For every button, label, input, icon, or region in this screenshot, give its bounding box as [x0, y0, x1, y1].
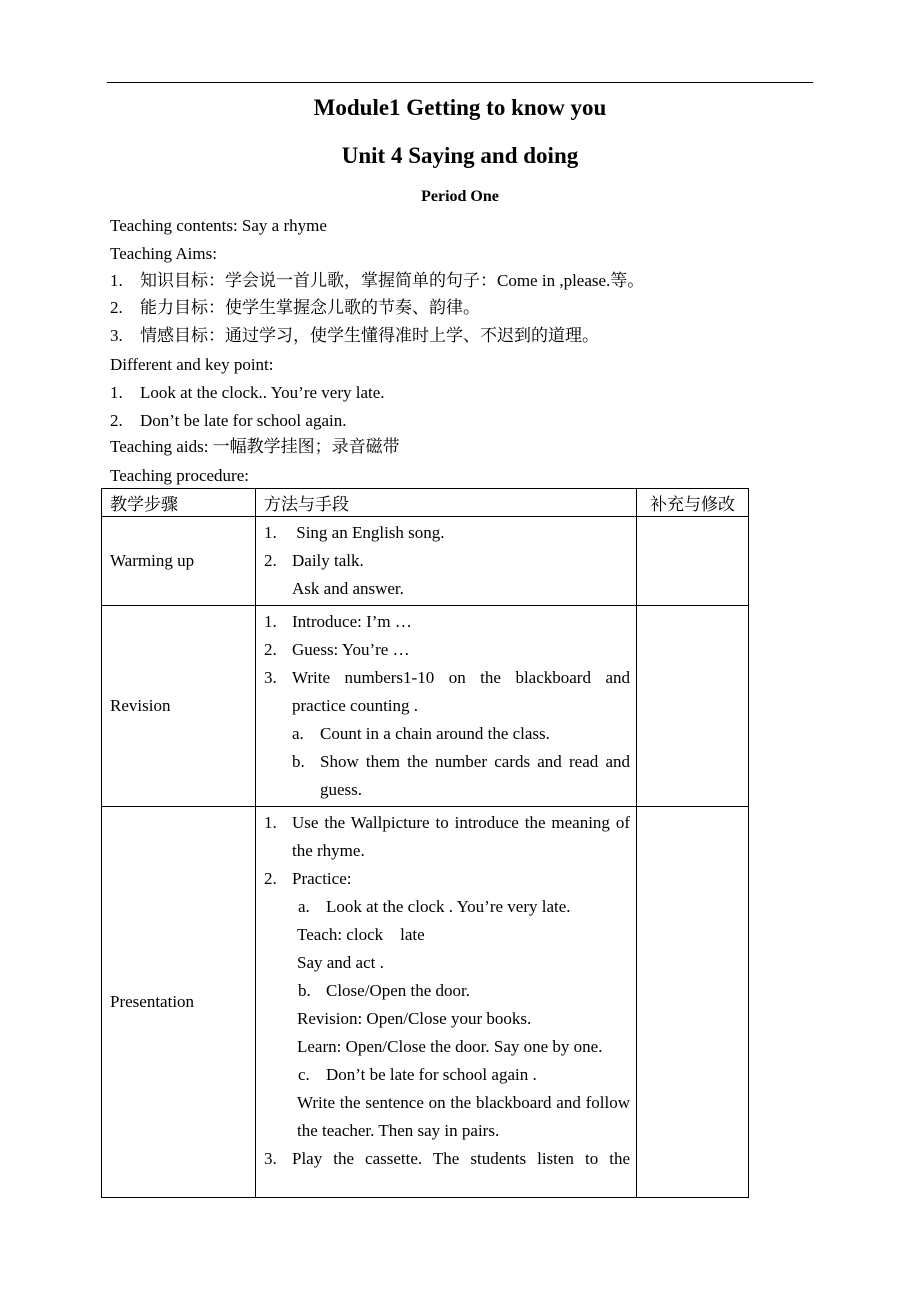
aims-label: Teaching Aims: — [110, 244, 217, 263]
sub-line: Say and act . — [297, 953, 384, 972]
table-row-presentation — [102, 807, 749, 1198]
unit-title: Unit 4 Saying and doing — [341, 143, 579, 168]
aim-item: 3. 情感目标：通过学习，使学生懂得准时上学、不迟到的道理。 — [110, 326, 599, 345]
teaching-contents: Teaching contents: Say a rhyme — [110, 216, 327, 235]
procedure-label: Teaching procedure: — [110, 466, 249, 485]
step-revision: Revision — [102, 606, 256, 807]
list-item: 2. Guess: You’re … — [264, 640, 410, 659]
notes-cell — [637, 517, 749, 606]
list-item: 3. Play the cassette. The students listen to the — [264, 1149, 630, 1168]
step-warming: Warming up — [102, 517, 256, 606]
list-item: 1. Introduce: I’m … — [264, 612, 412, 631]
step-presentation: Presentation — [102, 807, 256, 1198]
list-item: 2. Daily talk. — [264, 551, 364, 570]
sub-line: Teach: clock late — [297, 925, 425, 944]
list-item: 1. Sing an English song. — [264, 523, 445, 542]
list-item: 1. Use the Wallpicture to introduce the meaning of the rhyme. — [264, 813, 630, 860]
key-item: 2. Don’t be late for school again. — [110, 411, 347, 430]
period-title: Period One — [421, 188, 499, 205]
teaching-aids: Teaching aids: 一幅教学挂图；录音磁带 — [110, 437, 400, 456]
sub-line: Write the sentence on the blackboard and follow the teacher. Then say in pairs. — [297, 1093, 630, 1140]
table-row-revision — [102, 606, 749, 807]
key-label: Different and key point: — [110, 355, 274, 374]
sub-item: a. Look at the clock . You’re very late. — [298, 897, 571, 916]
header-step: 教学步骤 — [102, 489, 256, 517]
table-header-row — [102, 489, 749, 517]
sub-item: a. Count in a chain around the class. — [292, 724, 550, 743]
key-item: 1. Look at the clock.. You’re very late. — [110, 383, 385, 402]
notes-cell — [637, 606, 749, 807]
list-item: 2. Practice: — [264, 869, 352, 888]
module-title: Module1 Getting to know you — [313, 95, 607, 120]
list-item: 3. Write numbers1-10 on the blackboard and practice counting . — [264, 668, 630, 715]
sub-item: c. Don’t be late for school again . — [298, 1065, 537, 1084]
sub-item: b. Close/Open the door. — [298, 981, 471, 1000]
list-continuation: Ask and answer. — [292, 579, 404, 598]
sub-line: Revision: Open/Close your books. — [297, 1009, 532, 1028]
procedure-table — [101, 488, 749, 1198]
aim-item: 1. 知识目标：学会说一首儿歌，掌握简单的句子：Come in ,please.等。 — [110, 271, 645, 290]
header-rule — [107, 82, 813, 83]
header-notes: 补充与修改 — [637, 489, 749, 517]
header-method: 方法与手段 — [256, 489, 637, 517]
aim-item: 2. 能力目标：使学生掌握念儿歌的节奏、韵律。 — [110, 298, 480, 317]
table-row-warming — [102, 517, 749, 606]
sub-line: Learn: Open/Close the door. Say one by one. — [297, 1037, 603, 1056]
notes-cell — [637, 807, 749, 1198]
sub-item: b. Show them the number cards and read and guess. — [292, 752, 630, 799]
